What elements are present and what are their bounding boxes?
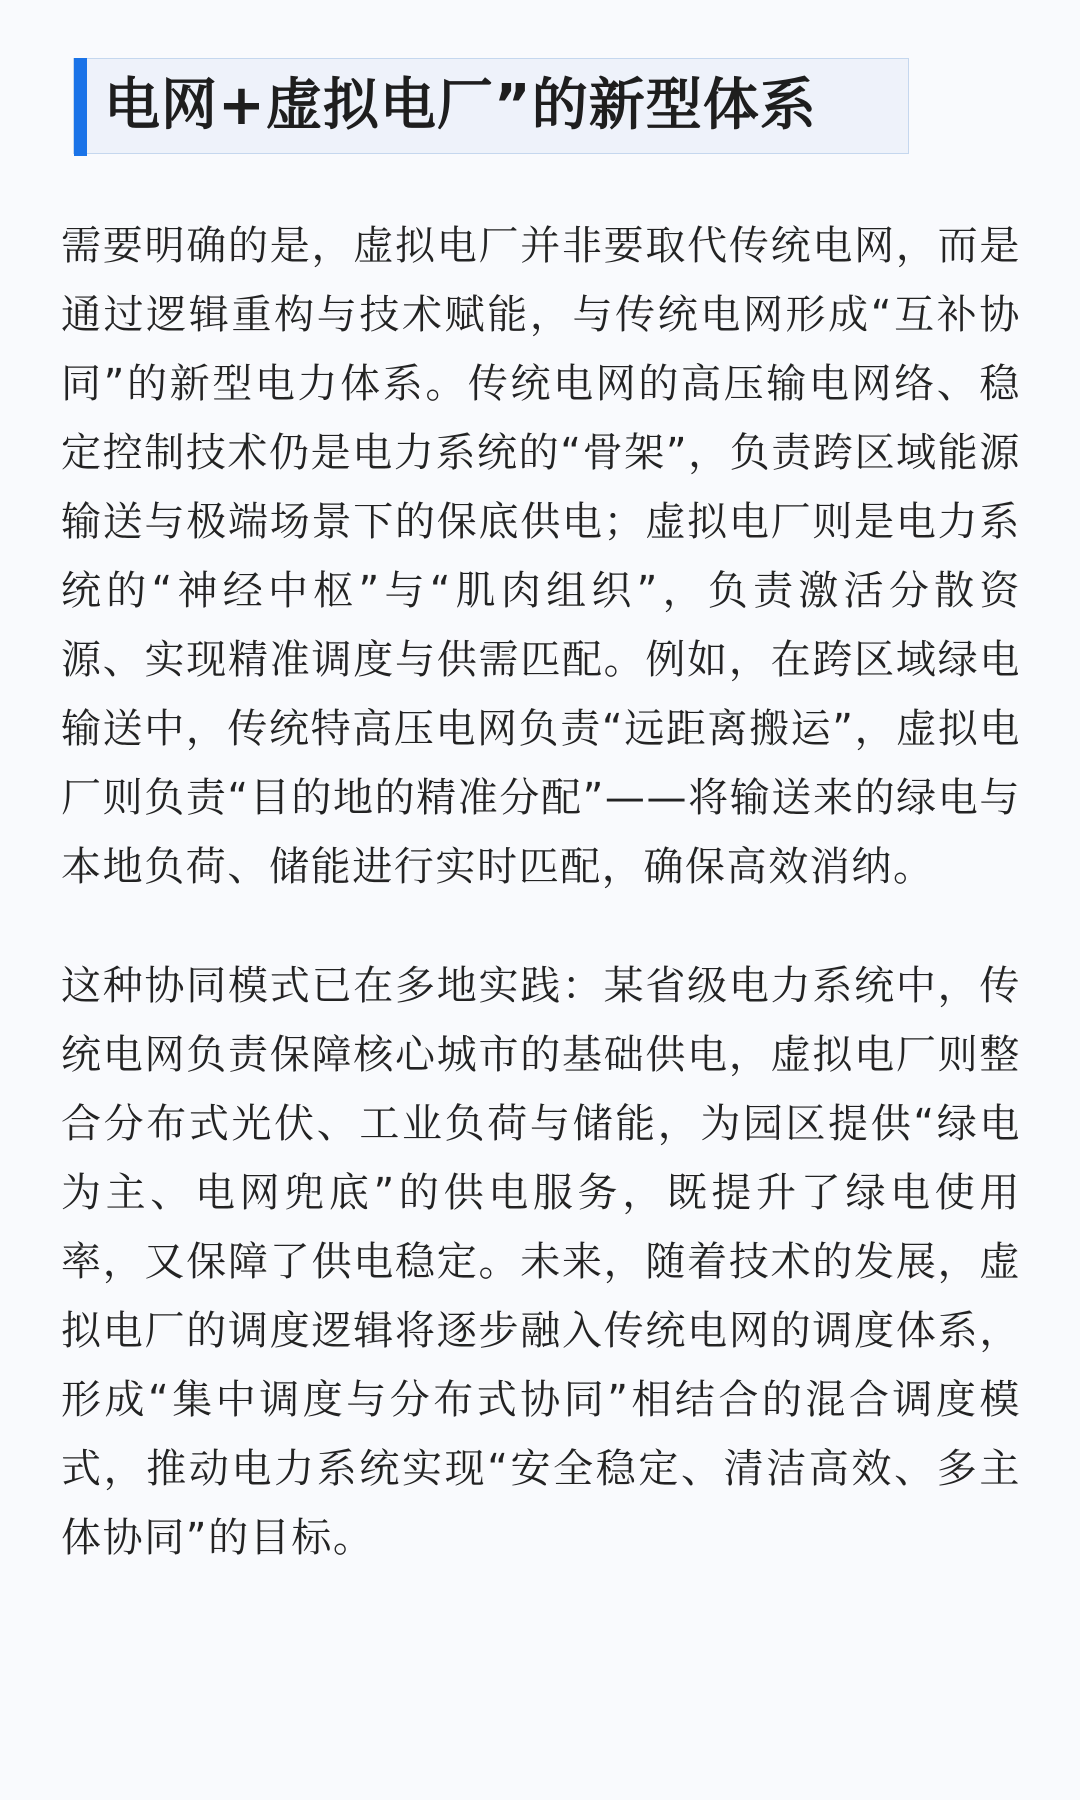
paragraph-1: 需要明确的是，虚拟电厂并非要取代传统电网，而是通过逻辑重构与技术赋能，与传统电网形成“互补协同”的新型电力体系。传统电网的高压输电网络、稳定控制技术仍是电力系统的“骨架”，负责跨区域能源输送与极端场景下的保底供电；虚拟电厂则是电力系统的“神经中枢”与“肌肉组织”，负责激活分散资源、实现精准调度与供需匹配。例如，在跨区域绿电输送中，传统特高压电网负责“远距离搬运”，虚拟电厂则负责“目的地的精准分配”——将输送来的绿电与本地负荷、储能进行实时匹配，确保高效消纳。 — [61, 223, 1021, 890]
article-body — [61, 212, 1021, 1623]
section-title: 电网+虚拟电厂”的新型体系 — [104, 73, 817, 138]
paragraph-2: 这种协同模式已在多地实践：某省级电力系统中，传统电网负责保障核心城市的基础供电，虚拟电厂则整合分布式光伏、工业负荷与储能，为园区提供“绿电为主、电网兜底”的供电服务，既提升了绿电使用率，又保障了供电稳定。未来，随着技术的发展，虚拟电厂的调度逻辑将逐步融入传统电网的调度体系，形成“集中调度与分布式协同”相结合的混合调度模式，推动电力系统实现“安全稳定、清洁高效、多主体协同”的目标。 — [61, 963, 1021, 1561]
section-heading — [73, 58, 909, 154]
heading-accent-bar — [74, 58, 87, 156]
